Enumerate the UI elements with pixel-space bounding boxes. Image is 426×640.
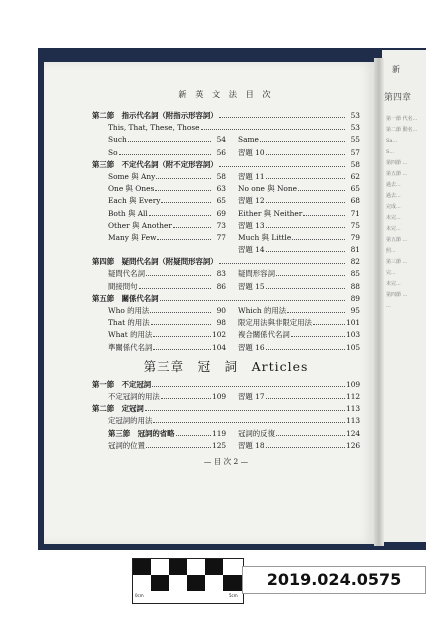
entry-title: One 與 Ones [108, 184, 155, 194]
right-page-line: 第四節 ... [386, 292, 408, 298]
entry-title: 第二節 定冠詞 [92, 404, 144, 414]
entry-title: Such [108, 135, 127, 145]
entry-page: 56 [216, 147, 226, 157]
entry-title: 習題 10 [238, 147, 265, 157]
entry-title: Each 與 Every [108, 196, 161, 206]
entry-title: So [108, 147, 118, 157]
dot-leader [266, 178, 345, 179]
ruler-square [133, 559, 151, 575]
dot-leader [266, 447, 345, 448]
toc-entry [92, 256, 360, 268]
toc-entry [92, 379, 360, 391]
entry-page: 113 [346, 416, 361, 426]
dot-leader [266, 202, 345, 203]
toc-section-pronouns [92, 110, 360, 354]
entry-title: 習題 13 [238, 220, 265, 230]
toc-entry [238, 305, 360, 317]
toc-row [92, 147, 360, 159]
toc-entry [238, 244, 360, 256]
entry-page: 62 [350, 171, 360, 181]
entry-page: 55 [350, 135, 360, 145]
spine-gutter [374, 58, 384, 546]
toc-entry [238, 134, 360, 146]
toc-row [92, 293, 360, 305]
toc-row [92, 159, 360, 171]
entry-title: Who 的用法 [108, 306, 150, 315]
dot-leader [266, 154, 345, 155]
toc-entry [108, 428, 226, 440]
accession-number-label: 2019.024.0575 [242, 566, 426, 594]
entry-title: 間接問句 [108, 281, 138, 291]
right-page-line: 第五節 ... [386, 171, 408, 177]
toc-entry [238, 440, 360, 452]
entry-title: 第三節 冠詞的省略 [108, 428, 175, 438]
entry-title: Both 與 All [108, 208, 148, 218]
toc-entry [238, 281, 360, 293]
right-page-line: 照... [386, 248, 396, 254]
right-page [382, 50, 426, 542]
dot-leader [266, 398, 345, 399]
toc-row [92, 110, 360, 122]
dot-leader [119, 154, 211, 155]
dot-leader [153, 336, 211, 337]
entry-page: 73 [216, 220, 226, 230]
toc-entry [238, 195, 360, 207]
entry-page: 63 [216, 184, 226, 194]
entry-page: 90 [216, 306, 226, 315]
entry-page: 109 [346, 379, 361, 389]
scale-ruler [132, 558, 244, 604]
toc-row [92, 342, 360, 354]
entry-page: 125 [212, 440, 227, 450]
dot-leader [157, 239, 211, 240]
dot-leader [139, 288, 211, 289]
toc-row [92, 208, 360, 220]
toc-row [92, 232, 360, 244]
toc-row [92, 281, 360, 293]
entry-title: 第二節 指示代名詞（附指示形容詞） [92, 111, 218, 120]
entry-page: 109 [212, 391, 227, 401]
dot-leader [149, 215, 211, 216]
dot-leader [150, 312, 211, 313]
toc-row [92, 403, 360, 415]
page-footer: — 目 次 2 — [203, 456, 249, 466]
entry-page: 71 [350, 208, 360, 218]
dot-leader [145, 410, 345, 411]
entry-title: 習題 17 [238, 391, 265, 401]
toc-entry [108, 208, 226, 220]
right-page-line: 過去... [386, 193, 401, 199]
toc-entry [92, 110, 360, 122]
toc-entry [108, 391, 226, 403]
toc-row [92, 305, 360, 317]
ruler-label-end: 5cm [229, 593, 238, 598]
entry-title: 疑問形容詞 [238, 269, 275, 279]
toc-row [92, 415, 360, 427]
toc-row [92, 220, 360, 232]
toc-row [92, 379, 360, 391]
toc-row [92, 122, 360, 134]
dot-leader [260, 141, 345, 142]
ruler-square [187, 575, 205, 591]
chapter-heading: 第三章 冠 詞 Articles [143, 358, 309, 374]
toc-entry [108, 268, 226, 280]
entry-page: 104 [212, 342, 227, 352]
entry-page: 103 [346, 330, 361, 340]
entry-page: 58 [216, 171, 226, 181]
toc-entry [108, 232, 226, 244]
right-page-line: 未完... [386, 281, 401, 287]
toc-entry [108, 440, 226, 452]
toc-row [92, 428, 360, 440]
entry-page: 119 [212, 428, 227, 438]
dot-leader [151, 324, 211, 325]
entry-title: 第三節 不定代名詞（附不定形容詞） [92, 159, 218, 169]
dot-leader [173, 227, 211, 228]
entry-title: 冠詞的反復 [238, 428, 275, 438]
right-page-line: ... [386, 303, 391, 309]
ruler-square [169, 559, 187, 575]
entry-page: 88 [350, 281, 360, 291]
toc-entry [238, 329, 360, 341]
ruler-label-start: 0cm [135, 593, 144, 598]
toc-entry [108, 415, 360, 427]
toc-entry [238, 183, 360, 195]
toc-row [92, 134, 360, 146]
dot-leader [276, 275, 345, 276]
entry-title: 複合關係代名詞 [238, 330, 290, 340]
entry-page: 124 [346, 428, 361, 438]
dot-leader [313, 324, 345, 325]
dot-leader [201, 129, 345, 130]
entry-title: 第一節 不定冠詞 [92, 379, 152, 389]
entry-title: 限定用法與非限定用法 [238, 318, 312, 328]
ruler-square [205, 559, 223, 575]
toc-entry [238, 342, 360, 354]
right-page-line: 第三節 ... [386, 259, 408, 265]
toc-entry [108, 195, 226, 207]
entry-page: 85 [350, 269, 360, 279]
dot-leader [146, 447, 211, 448]
toc-entry [108, 329, 226, 341]
toc-entry [108, 122, 360, 134]
toc-row [92, 329, 360, 341]
toc-entry [238, 428, 360, 440]
dot-leader [276, 435, 345, 436]
toc-row [92, 171, 360, 183]
dot-leader [266, 227, 345, 228]
toc-section-articles [92, 379, 360, 452]
entry-title: Other 與 Another [108, 220, 172, 230]
entry-title: 準關係代名詞 [108, 342, 153, 352]
entry-title: 習題 14 [238, 245, 265, 255]
toc-entry [238, 220, 360, 232]
right-page-line: 未完... [386, 226, 401, 232]
toc-entry [108, 342, 226, 354]
dot-leader [128, 141, 211, 142]
dot-leader [266, 349, 345, 350]
right-page-line: 過去... [386, 182, 401, 188]
dot-leader [153, 422, 345, 423]
toc-content [92, 88, 360, 508]
right-page-line: 未完... [386, 215, 401, 221]
dot-leader [287, 312, 345, 313]
entry-title: 冠詞的位置 [108, 440, 145, 450]
toc-entry [108, 317, 226, 329]
dot-leader [153, 349, 211, 350]
entry-title: 第五節 關係代名詞 [92, 293, 159, 303]
dot-leader [161, 398, 211, 399]
toc-entry [238, 268, 360, 280]
right-page-line: 第二節 動名... [386, 127, 418, 133]
toc-entry [238, 232, 360, 244]
entry-title: 習題 16 [238, 342, 265, 352]
dot-leader [152, 386, 345, 387]
entry-page: 82 [350, 257, 360, 267]
entry-page: 95 [350, 306, 360, 315]
dot-leader [219, 166, 345, 167]
entry-page: 75 [350, 220, 360, 230]
entry-title: Some 與 Any [108, 171, 156, 181]
entry-title: 第四節 疑問代名詞（附疑問形容詞） [92, 257, 218, 267]
entry-title: 不定冠詞的用法 [108, 391, 160, 401]
entry-page: 113 [346, 404, 361, 414]
entry-page: 79 [350, 232, 360, 242]
toc-row [92, 244, 360, 256]
toc-entry [92, 403, 360, 415]
entry-page: 65 [216, 196, 226, 206]
entry-page: 69 [216, 208, 226, 218]
entry-page: 68 [350, 196, 360, 206]
entry-page: 102 [212, 330, 227, 340]
dot-leader [303, 215, 345, 216]
entry-title: What 的用法 [108, 330, 153, 340]
entry-page: 105 [346, 342, 361, 352]
right-page-line: 第五節 ... [386, 237, 408, 243]
entry-title: This, That, These, Those [108, 123, 200, 133]
toc-entry [238, 391, 360, 403]
page-title: 新 英 文 法 目 次 [178, 89, 274, 99]
dot-leader [155, 190, 211, 191]
entry-title: Many 與 Few [108, 232, 157, 242]
entry-page: 83 [216, 269, 226, 279]
entry-title: That 的用法 [108, 318, 150, 328]
toc-row [92, 256, 360, 268]
entry-title: 習題 12 [238, 196, 265, 206]
right-page-header: 新 [392, 65, 400, 74]
entry-page: 57 [350, 147, 360, 157]
dot-leader [176, 435, 211, 436]
entry-title: Same [238, 135, 259, 145]
right-page-line: S... [386, 149, 395, 155]
entry-title: 習題 15 [238, 281, 265, 291]
entry-page: 53 [350, 111, 360, 120]
entry-page: 112 [346, 391, 361, 401]
toc-row [92, 183, 360, 195]
right-page-line: 第四節 ... [386, 160, 408, 166]
entry-page: 101 [346, 318, 361, 328]
toc-entry [108, 147, 226, 159]
entry-page: 89 [350, 293, 360, 303]
dot-leader [156, 178, 211, 179]
entry-title: 疑問代名詞 [108, 269, 145, 279]
right-page-line: 完成... [386, 204, 401, 210]
toc-entry [92, 293, 360, 305]
toc-row [92, 195, 360, 207]
entry-title: 習題 18 [238, 440, 265, 450]
entry-page: 58 [350, 159, 360, 169]
toc-row [92, 440, 360, 452]
entry-title: 定冠詞的用法 [108, 416, 153, 426]
toc-entry [108, 134, 226, 146]
dot-leader [266, 288, 345, 289]
entry-page: 98 [216, 318, 226, 328]
toc-entry [108, 171, 226, 183]
entry-title: No one 與 None [238, 184, 297, 194]
entry-page: 77 [216, 232, 226, 242]
entry-title: Much 與 Little [238, 232, 292, 242]
toc-entry [238, 147, 360, 159]
toc-row [92, 268, 360, 280]
right-page-line: 完... [386, 270, 396, 276]
ruler-square [151, 575, 169, 591]
toc-entry [238, 317, 360, 329]
toc-entry [108, 183, 226, 195]
entry-title: Which 的用法 [238, 306, 287, 315]
toc-entry [238, 208, 360, 220]
right-page-line: 第一節 代名... [386, 116, 418, 122]
toc-row [92, 391, 360, 403]
entry-page: 53 [350, 123, 360, 133]
toc-row [92, 317, 360, 329]
entry-page: 54 [216, 135, 226, 145]
dot-leader [292, 239, 345, 240]
toc-entry [108, 220, 226, 232]
dot-leader [160, 300, 345, 301]
toc-entry [238, 171, 360, 183]
right-page-line: Sa... [386, 138, 398, 144]
entry-page: 81 [350, 245, 360, 255]
right-page-lines [386, 114, 426, 312]
dot-leader [298, 190, 345, 191]
dot-leader [146, 275, 211, 276]
entry-page: 65 [350, 184, 360, 194]
ruler-square [223, 575, 243, 591]
entry-page: 126 [346, 440, 361, 450]
entry-title: Either 與 Neither [238, 208, 303, 218]
dot-leader [291, 336, 345, 337]
toc-entry [92, 159, 360, 171]
toc-entry [108, 305, 226, 317]
dot-leader [219, 117, 345, 118]
entry-title: 習題 11 [238, 171, 265, 181]
dot-leader [219, 263, 345, 264]
toc-entry [108, 281, 226, 293]
dot-leader [266, 251, 345, 252]
entry-page: 86 [216, 281, 226, 291]
right-page-chapter: 第四章 [384, 93, 412, 103]
dot-leader [161, 202, 211, 203]
